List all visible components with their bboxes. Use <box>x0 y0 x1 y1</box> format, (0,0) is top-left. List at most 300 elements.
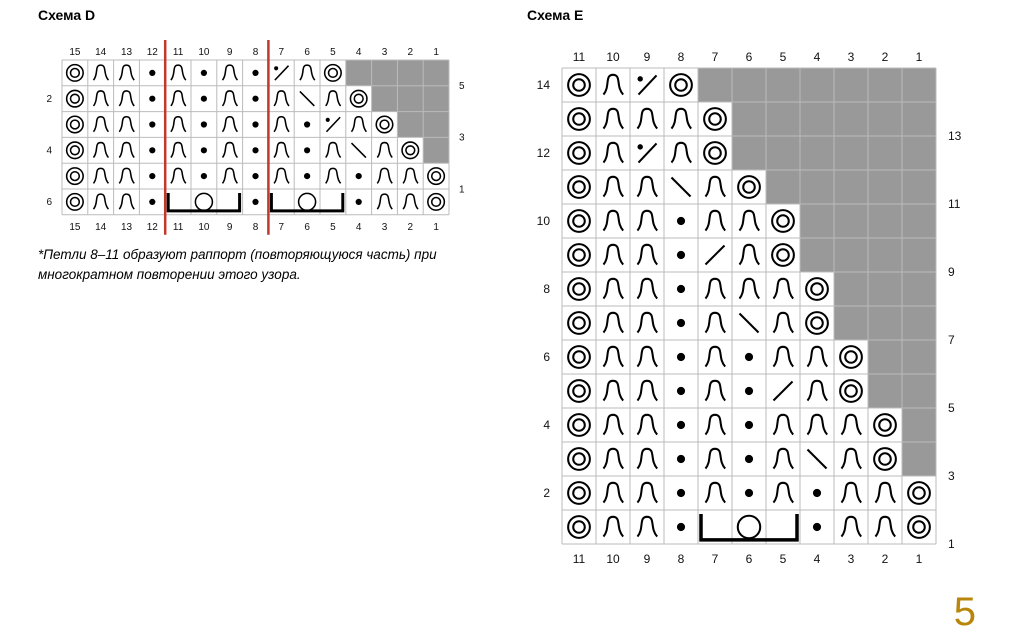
column-number-bottom: 10 <box>198 221 210 233</box>
target-stitch-icon <box>568 210 590 232</box>
chart-cell <box>62 137 88 163</box>
chart-cell <box>114 163 140 189</box>
no-stitch-cell <box>902 442 936 476</box>
chart-cell <box>62 189 88 215</box>
no-stitch-cell <box>834 306 868 340</box>
target-stitch-icon <box>568 142 590 164</box>
loop-stitch-icon <box>705 415 725 435</box>
column-number-bottom: 8 <box>677 552 685 566</box>
row-number-left: 6 <box>543 350 550 364</box>
purl-dot-icon <box>745 489 753 497</box>
chart-cell <box>562 442 596 476</box>
target-stitch-icon <box>568 108 590 130</box>
purl-dot-icon <box>745 421 753 429</box>
column-number-top: 5 <box>330 47 336 58</box>
column-number-bottom: 2 <box>407 221 414 233</box>
purl-dot-icon <box>745 353 753 361</box>
chart-cell <box>766 170 800 204</box>
row-number-left: 8 <box>543 282 550 296</box>
chart-cell <box>217 112 243 138</box>
target-stitch-icon <box>874 448 896 470</box>
chart-cell <box>191 163 217 189</box>
grid-lines <box>562 68 936 544</box>
chart-cell <box>766 374 800 408</box>
purl-dot-icon <box>677 455 685 463</box>
column-number-bottom: 11 <box>172 221 184 233</box>
chart-cell <box>630 408 664 442</box>
target-stitch-icon <box>568 380 590 402</box>
no-stitch-cell <box>902 68 936 102</box>
chart-cell <box>664 238 698 272</box>
column-number-bottom: 8 <box>252 221 259 233</box>
chart-cell <box>596 408 630 442</box>
chart-cell <box>766 238 800 272</box>
chart-d-note: *Петли 8–11 образуют раппорт (повторяющуюся часть) при многократном повторении этого узора. <box>38 247 437 282</box>
column-number-bottom: 1 <box>915 552 923 566</box>
loop-stitch-icon <box>671 143 691 163</box>
no-stitch-cell <box>800 102 834 136</box>
chart-cell <box>114 137 140 163</box>
chart-cell <box>165 137 191 163</box>
no-stitch-cell <box>766 68 800 102</box>
purl-dot-icon <box>149 147 155 153</box>
target-stitch-icon <box>670 74 692 96</box>
row-number-right: 1 <box>459 184 465 196</box>
chart-cell <box>902 306 936 340</box>
chart-cell <box>596 238 630 272</box>
chart-cell <box>294 163 320 189</box>
no-stitch-cell <box>346 60 372 86</box>
chart-cell <box>346 189 372 215</box>
chart-cell <box>664 510 698 544</box>
chart-cell <box>664 272 698 306</box>
chart-cell <box>868 102 902 136</box>
purl-dot-icon <box>149 96 155 102</box>
loop-stitch-icon <box>603 279 623 299</box>
chart-cell <box>397 163 423 189</box>
column-number-bottom: 1 <box>433 221 439 233</box>
chart-cell <box>868 510 902 544</box>
chart-cell <box>562 238 596 272</box>
chart-cell <box>834 408 868 442</box>
purl-dot-icon <box>304 121 310 127</box>
chart-cell <box>698 238 732 272</box>
loop-stitch-icon <box>603 313 623 333</box>
no-stitch-cell <box>868 306 902 340</box>
chart-cell <box>902 136 936 170</box>
loop-stitch-icon <box>773 449 793 469</box>
chart-cell <box>732 272 766 306</box>
chart-cell <box>562 374 596 408</box>
chart-cell <box>139 189 165 215</box>
purl-dot-icon <box>677 251 685 259</box>
chart-cell <box>766 442 800 476</box>
no-stitch-cell <box>868 340 902 374</box>
row-number-right: 3 <box>948 469 955 483</box>
chart-cell <box>868 136 902 170</box>
chart-cell <box>562 306 596 340</box>
no-stitch-cell <box>902 306 936 340</box>
no-stitch-cell <box>868 204 902 238</box>
loop-stitch-icon <box>705 211 725 231</box>
chart-cell <box>320 137 346 163</box>
chart-cell <box>596 340 630 374</box>
purl-dot-icon <box>201 96 207 102</box>
chart-cell <box>243 112 269 138</box>
chart-cell <box>596 306 630 340</box>
loop-stitch-icon <box>705 313 725 333</box>
chart-cell <box>732 340 766 374</box>
no-stitch-cell <box>423 60 449 86</box>
no-stitch-cell <box>834 204 868 238</box>
no-stitch-cell <box>902 136 936 170</box>
chart-cell <box>320 163 346 189</box>
loop-stitch-icon <box>637 245 657 265</box>
chart-cell <box>834 510 868 544</box>
no-stitch-cell <box>372 60 398 86</box>
chart-cell <box>902 476 936 510</box>
chart-cell <box>62 163 88 189</box>
loop-stitch-icon <box>739 211 759 231</box>
no-stitch-cell <box>902 102 936 136</box>
chart-cell <box>902 340 936 374</box>
page-number: 5 <box>953 590 976 634</box>
chart-cell <box>320 60 346 86</box>
no-stitch-cell <box>868 170 902 204</box>
chart-cell <box>268 137 294 163</box>
loop-stitch-icon <box>603 347 623 367</box>
column-number-bottom: 3 <box>381 221 388 233</box>
loop-stitch-icon <box>637 483 657 503</box>
decrease-left-icon <box>739 313 758 332</box>
target-stitch-icon <box>568 482 590 504</box>
loop-stitch-icon <box>807 347 827 367</box>
chart-cell <box>868 374 902 408</box>
column-number-bottom: 4 <box>813 552 821 566</box>
chart-cell <box>664 102 698 136</box>
row-number-right: 5 <box>948 401 955 415</box>
column-number-top: 8 <box>677 50 685 64</box>
chart-cell <box>834 442 868 476</box>
chart-cell <box>268 163 294 189</box>
chart-cell <box>766 408 800 442</box>
purl-dot-icon <box>813 523 821 531</box>
chart-cell <box>114 86 140 112</box>
chart-cell <box>902 374 936 408</box>
chart-cell <box>834 340 868 374</box>
no-stitch-cell <box>423 112 449 138</box>
chart-cell <box>630 476 664 510</box>
chart-cell <box>664 306 698 340</box>
loop-stitch-icon <box>773 313 793 333</box>
chart-cell <box>834 238 868 272</box>
chart-cell <box>766 476 800 510</box>
target-stitch-icon <box>772 244 794 266</box>
column-number-top: 15 <box>69 47 81 58</box>
column-number-bottom: 5 <box>330 221 336 233</box>
no-stitch-cell <box>902 408 936 442</box>
chart-cell <box>596 102 630 136</box>
purl-dot-icon <box>201 70 207 76</box>
purl-dot-icon <box>356 199 362 205</box>
column-number-top: 8 <box>252 47 259 58</box>
chart-cell <box>243 137 269 163</box>
loop-stitch-icon <box>773 347 793 367</box>
purl-dot-icon <box>201 121 207 127</box>
chart-cell <box>165 112 191 138</box>
chart-cell <box>630 170 664 204</box>
no-stitch-cell <box>902 374 936 408</box>
chart-cell <box>294 137 320 163</box>
loop-stitch-icon <box>637 415 657 435</box>
column-number-top: 3 <box>847 50 855 64</box>
loop-stitch-icon <box>841 483 861 503</box>
no-stitch-cell <box>766 136 800 170</box>
chart-cell <box>800 306 834 340</box>
purl-dot-icon <box>677 285 685 293</box>
chart-cell <box>800 442 834 476</box>
chart-cell <box>630 68 664 102</box>
chart-cell <box>800 374 834 408</box>
chart-cell <box>346 60 372 86</box>
chart-cell <box>902 102 936 136</box>
chart-cell <box>766 510 800 544</box>
no-stitch-cell <box>397 60 423 86</box>
chart-cell <box>630 374 664 408</box>
loop-stitch-icon <box>603 245 623 265</box>
chart-cell <box>217 86 243 112</box>
chart-cell <box>217 60 243 86</box>
chart-cell <box>191 86 217 112</box>
column-number-top: 6 <box>745 50 753 64</box>
chart-cell <box>868 408 902 442</box>
chart-e-title: Схема E <box>527 7 584 23</box>
loop-stitch-icon <box>603 211 623 231</box>
chart-cell <box>88 189 114 215</box>
chart-cell <box>397 189 423 215</box>
loop-stitch-icon <box>637 177 657 197</box>
chart-cell <box>423 86 449 112</box>
chart-cell <box>868 170 902 204</box>
column-number-bottom: 9 <box>643 552 651 566</box>
chart-cell <box>630 204 664 238</box>
chart-cell <box>698 272 732 306</box>
loop-stitch-icon <box>603 75 623 95</box>
no-stitch-cell <box>766 102 800 136</box>
no-stitch-cell <box>698 68 732 102</box>
purl-dot-icon <box>201 173 207 179</box>
chart-cell <box>562 170 596 204</box>
chart-cell <box>88 86 114 112</box>
loop-stitch-icon <box>875 517 895 537</box>
chart-cell <box>766 68 800 102</box>
purl-dot-icon <box>149 70 155 76</box>
chart-cell <box>114 60 140 86</box>
chart-cell <box>346 112 372 138</box>
no-stitch-cell <box>902 170 936 204</box>
purl-dot-icon <box>677 421 685 429</box>
no-stitch-cell <box>397 86 423 112</box>
chart-cell <box>698 510 732 544</box>
chart-cell <box>562 204 596 238</box>
chart-cell <box>698 476 732 510</box>
chart-cell <box>868 238 902 272</box>
target-stitch-icon <box>568 74 590 96</box>
column-number-bottom: 5 <box>779 552 787 566</box>
target-stitch-icon <box>840 380 862 402</box>
chart-cell <box>834 136 868 170</box>
chart-cell <box>165 163 191 189</box>
chart-cell <box>732 136 766 170</box>
row-number-left: 4 <box>543 418 550 432</box>
no-stitch-cell <box>868 374 902 408</box>
loop-stitch-icon <box>705 177 725 197</box>
chart-cell <box>397 86 423 112</box>
no-stitch-cell <box>834 102 868 136</box>
loop-stitch-icon <box>603 517 623 537</box>
no-stitch-cell <box>834 238 868 272</box>
decrease-right-icon <box>705 245 724 264</box>
loop-stitch-icon <box>773 483 793 503</box>
chart-cell <box>346 137 372 163</box>
loop-stitch-icon <box>705 381 725 401</box>
loop-stitch-icon <box>807 415 827 435</box>
chart-cell <box>766 136 800 170</box>
chart-cell <box>664 340 698 374</box>
loop-stitch-icon <box>637 517 657 537</box>
target-stitch-icon <box>568 312 590 334</box>
chart-cell <box>268 60 294 86</box>
chart-cell <box>630 306 664 340</box>
decrease-left-icon <box>807 449 826 468</box>
chart-cell <box>902 204 936 238</box>
loop-stitch-icon <box>705 483 725 503</box>
yarn-over-icon <box>738 516 760 538</box>
column-number-top: 10 <box>198 47 210 58</box>
column-number-bottom: 6 <box>304 221 310 233</box>
chart-cell <box>868 340 902 374</box>
purl-dot-icon <box>677 523 685 531</box>
column-number-bottom: 9 <box>226 221 233 233</box>
chart-cell <box>397 60 423 86</box>
target-stitch-icon <box>568 278 590 300</box>
chart-cell <box>191 137 217 163</box>
target-stitch-icon <box>704 142 726 164</box>
no-stitch-cell <box>902 340 936 374</box>
target-stitch-icon <box>568 244 590 266</box>
purl-dot-icon <box>677 353 685 361</box>
chart-cell <box>834 204 868 238</box>
chart-cell <box>800 340 834 374</box>
chart-cell <box>834 170 868 204</box>
decrease-left-icon <box>671 177 690 196</box>
chart-cell <box>114 112 140 138</box>
chart-cell <box>243 86 269 112</box>
purl-dot-icon <box>252 199 258 205</box>
chart-cell <box>630 442 664 476</box>
chart-cell <box>732 510 766 544</box>
column-number-bottom: 15 <box>69 221 81 233</box>
chart-cell <box>372 86 398 112</box>
chart-cell <box>698 442 732 476</box>
chart-cell <box>596 374 630 408</box>
chart-cell <box>562 476 596 510</box>
chart-cell <box>834 102 868 136</box>
no-stitch-cell <box>800 136 834 170</box>
chart-cell <box>372 112 398 138</box>
chart-cell <box>664 408 698 442</box>
target-stitch-icon <box>840 346 862 368</box>
no-stitch-cell <box>732 136 766 170</box>
purl-dot-icon <box>745 387 753 395</box>
chart-cell <box>294 60 320 86</box>
chart-cell <box>397 137 423 163</box>
no-stitch-cell <box>397 112 423 138</box>
column-number-top: 11 <box>172 47 184 58</box>
chart-cell <box>766 340 800 374</box>
chart-cell <box>88 137 114 163</box>
chart-cell <box>868 204 902 238</box>
column-number-bottom: 2 <box>881 552 889 566</box>
purl-dot-icon <box>677 387 685 395</box>
chart-cell <box>800 238 834 272</box>
purl-dot-icon <box>149 199 155 205</box>
target-stitch-icon <box>568 448 590 470</box>
column-number-top: 7 <box>711 50 719 64</box>
loop-stitch-icon <box>637 449 657 469</box>
chart-cell <box>902 442 936 476</box>
chart-cell <box>243 60 269 86</box>
chart-cell <box>800 510 834 544</box>
column-number-bottom: 11 <box>572 552 586 566</box>
chart-cell <box>698 340 732 374</box>
chart-cell <box>902 510 936 544</box>
row-number-left: 14 <box>536 78 550 92</box>
chart-cell <box>902 170 936 204</box>
chart-cell <box>372 163 398 189</box>
loop-stitch-icon <box>603 483 623 503</box>
loop-stitch-icon <box>841 517 861 537</box>
chart-cell <box>346 163 372 189</box>
chart-cell <box>139 112 165 138</box>
chart-cell <box>596 442 630 476</box>
chart-cell <box>766 306 800 340</box>
chart-cell <box>88 163 114 189</box>
row-number-right: 1 <box>948 537 955 551</box>
loop-stitch-icon <box>841 449 861 469</box>
no-stitch-cell <box>732 68 766 102</box>
loop-stitch-icon <box>603 449 623 469</box>
chart-cell <box>165 60 191 86</box>
chart-cell <box>664 442 698 476</box>
chart-cell <box>596 68 630 102</box>
column-number-bottom: 7 <box>278 221 285 233</box>
purl-dot-icon <box>252 96 258 102</box>
chart-cell <box>88 60 114 86</box>
chart-cell <box>165 86 191 112</box>
loop-stitch-icon <box>637 313 657 333</box>
loop-stitch-icon <box>773 279 793 299</box>
chart-cell <box>766 204 800 238</box>
chart-cell <box>630 340 664 374</box>
row-number-right: 5 <box>459 81 465 93</box>
column-number-top: 5 <box>779 50 787 64</box>
chart-cell <box>139 163 165 189</box>
chart-cell <box>732 442 766 476</box>
chart-cell <box>191 112 217 138</box>
target-stitch-icon <box>908 516 930 538</box>
row-number-right: 13 <box>948 129 962 143</box>
